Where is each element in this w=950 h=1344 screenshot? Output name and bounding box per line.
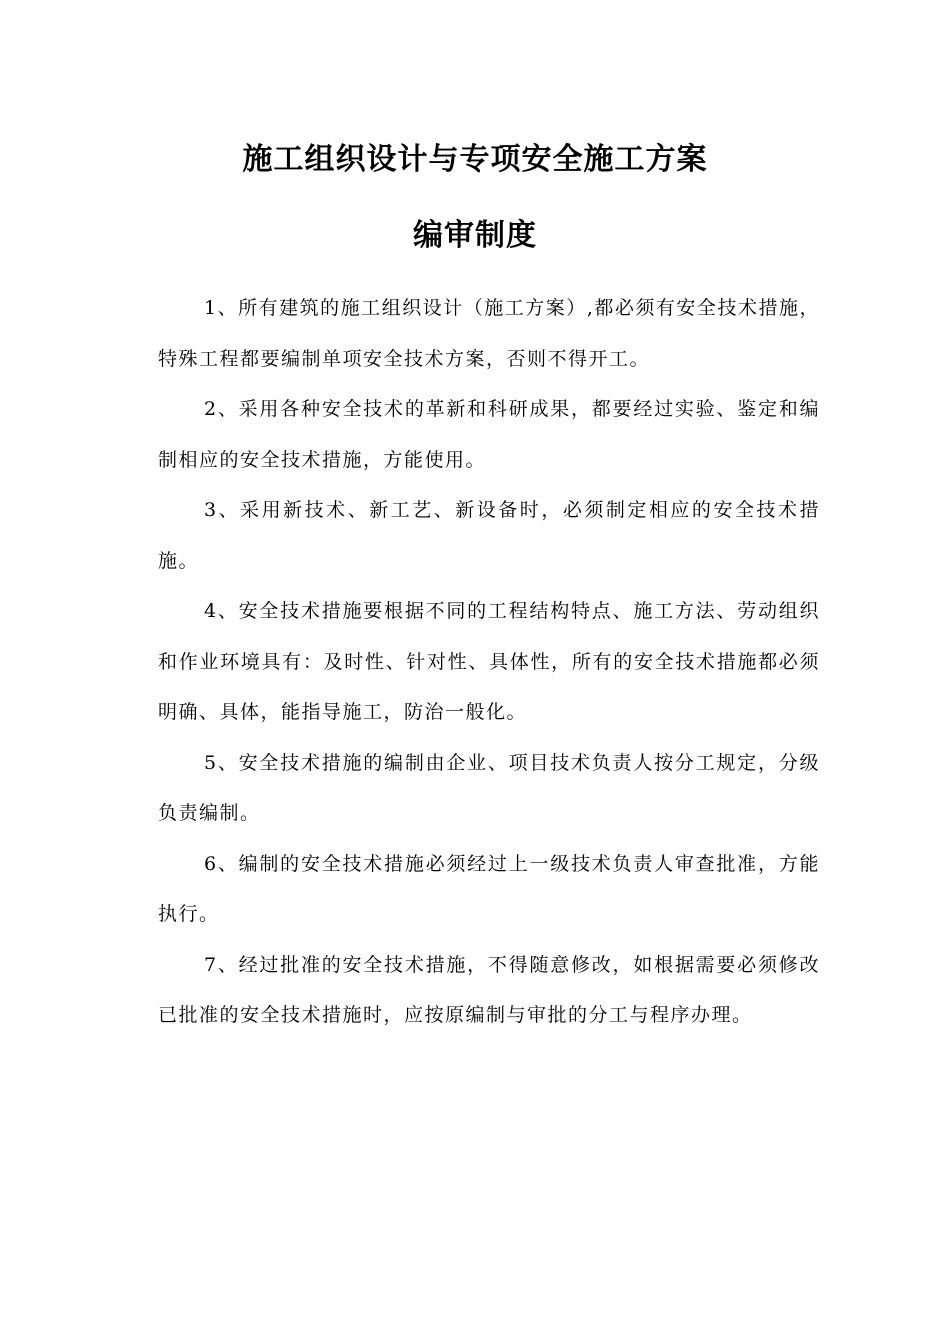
paragraph-2: 2、采用各种安全技术的革新和科研成果，都要经过实验、鉴定和编制相应的安全技术措施，方能使用。 (158, 398, 820, 471)
paragraph-1: 1、所有建筑的施工组织设计（施工方案）,都必须有安全技术措施，特殊工程都要编制单项安全技术方案，否则不得开工。 (158, 297, 820, 370)
document-title: 施工组织设计与专项安全施工方案 (242, 142, 708, 177)
paragraph-5: 5、安全技术措施的编制由企业、项目技术负责人按分工规定，分级负责编制。 (158, 751, 820, 824)
paragraph-4: 4、安全技术措施要根据不同的工程结构特点、施工方法、劳动组织和作业环境具有：及时性、针对性、具体性，所有的安全技术措施都必须明确、具体，能指导施工，防治一般化。 (158, 600, 820, 723)
paragraph-7: 7、经过批准的安全技术措施，不得随意修改，如根据需要必须修改已批准的安全技术措施时，应按原编制与审批的分工与程序办理。 (158, 953, 820, 1026)
paragraph-3: 3、采用新技术、新工艺、新设备时，必须制定相应的安全技术措施。 (158, 499, 820, 572)
document-body (158, 283, 820, 1041)
document-subtitle: 编审制度 (413, 218, 537, 253)
paragraph-6: 6、编制的安全技术措施必须经过上一级技术负责人审查批准，方能执行。 (158, 852, 820, 925)
